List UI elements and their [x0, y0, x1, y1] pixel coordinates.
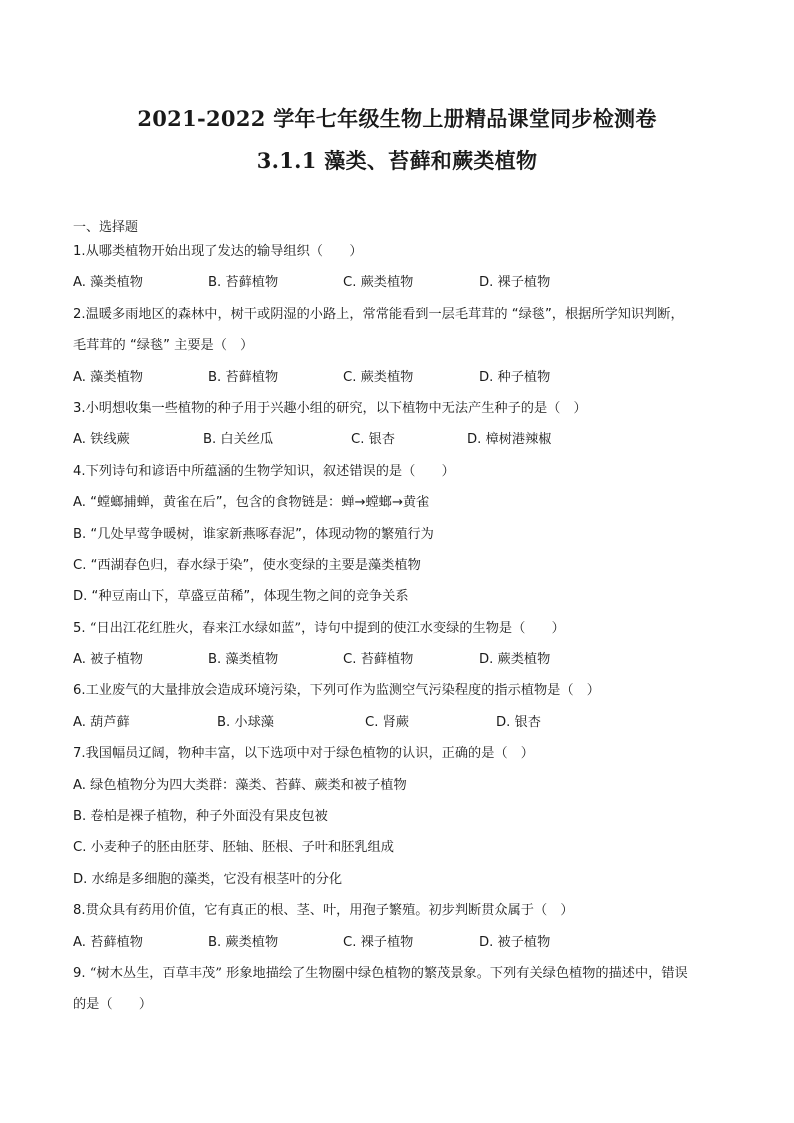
question-5-stem — [73, 613, 733, 644]
question-1-stem: 1.从哪类植物开始出现了发达的输导组织（ ） — [73, 244, 363, 259]
question-8-stem: 8.贯众具有药用价值，它有真正的根、茎、叶，用孢子繁殖。初步判断贯众属于（ ） — [73, 903, 574, 919]
question-7-option-c[interactable]: C. 小麦种子的胚由胚芽、胚轴、胚根、子叶和胚乳组成 — [73, 840, 394, 856]
option-c[interactable]: C. 蕨类植物 — [343, 275, 414, 291]
option-d[interactable]: D. 樟树港辣椒 — [467, 432, 552, 448]
question-2-stem-line-1: 2.温暖多雨地区的森林中，树干或阴湿的小路上，常常能看到一层毛茸茸的 “绿毯”，根据所学知识判断， — [73, 306, 684, 322]
option-c[interactable]: C. 蕨类植物 — [343, 369, 414, 385]
question-4-option-a[interactable]: A. “螳螂捕蝉，黄雀在后”，包含的食物链是：蝉→螳螂→黄雀 — [73, 495, 430, 511]
question-7-option-a[interactable]: A. 绿色植物分为四大类群：藻类、苔藓、蕨类和被子植物 — [73, 777, 407, 793]
question-8-options — [73, 927, 733, 958]
question-7-stem: 7.我国幅员辽阔，物种丰富，以下选项中对于绿色植物的认识，正确的是（ ） — [73, 746, 534, 762]
option-d[interactable]: D. 银杏 — [496, 714, 541, 730]
question-6-options — [73, 707, 733, 738]
option-a[interactable]: A. 藻类植物 — [73, 369, 143, 385]
document-subtitle: 3.1.1 藻类、苔藓和蕨类植物 — [256, 148, 538, 173]
option-c[interactable]: C. 银杏 — [351, 432, 395, 448]
option-b[interactable]: B. 白关丝瓜 — [203, 432, 274, 448]
question-3-options — [73, 424, 733, 455]
question-5-stem-text: ，诗句中提到的使江水变绿的生物是（ ） — [301, 620, 565, 636]
question-2-stem-line-2: 毛茸茸的 “绿毯” 主要是（ ） — [73, 338, 254, 354]
question-9-stem-line-2: 的是（ ） — [73, 997, 153, 1013]
question-5-number: 5. — [73, 620, 90, 636]
option-d[interactable]: D. 裸子植物 — [479, 275, 551, 291]
option-a[interactable]: A. 被子植物 — [73, 652, 143, 668]
document-title: 2021-2022 学年七年级生物上册精品课堂同步检测卷 — [137, 106, 657, 131]
option-d[interactable]: D. 被子植物 — [479, 934, 551, 950]
option-c[interactable]: C. 苔藓植物 — [343, 652, 414, 668]
question-4-option-d[interactable]: D. “种豆南山下，草盛豆苗稀”，体现生物之间的竞争关系 — [73, 589, 409, 605]
option-a[interactable]: A. 铁线蕨 — [73, 432, 130, 448]
question-9-number: 9. — [73, 965, 90, 981]
option-c[interactable]: C. 裸子植物 — [343, 934, 414, 950]
option-b[interactable]: B. 蕨类植物 — [208, 934, 279, 950]
question-4-stem: 4.下列诗句和谚语中所蕴涵的生物学知识，叙述错误的是（ ） — [73, 463, 455, 479]
option-a[interactable]: A. 苔藓植物 — [73, 934, 143, 950]
option-d[interactable]: D. 种子植物 — [479, 369, 551, 385]
question-5-poem-quote: “日出江花红胜火，春来江水绿如蓝” — [89, 620, 302, 636]
question-2-options — [73, 362, 733, 393]
question-9-stem-line-1 — [73, 958, 733, 989]
question-5-options — [73, 644, 733, 675]
option-b[interactable]: B. 苔藓植物 — [208, 369, 279, 385]
question-list — [73, 236, 733, 1021]
option-b[interactable]: B. 小球藻 — [217, 714, 274, 730]
option-c[interactable]: C. 肾蕨 — [365, 714, 409, 730]
question-9-stem-text: 形象地描绘了生物圈中绿色植物的繁茂景象。下列有关绿色植物的描述中，错误 — [221, 965, 688, 981]
question-4-option-b[interactable]: B. “几处早莺争暖树，谁家新燕啄春泥”，体现动物的繁殖行为 — [73, 526, 434, 542]
section-heading: 一、选择题 — [73, 220, 139, 235]
option-d[interactable]: D. 蕨类植物 — [479, 652, 551, 668]
option-b[interactable]: B. 藻类植物 — [208, 652, 279, 668]
question-6-stem: 6.工业废气的大量排放会造成环境污染，下列可作为监测空气污染程度的指示植物是（ ） — [73, 683, 600, 699]
question-4-option-c[interactable]: C. “西湖春色归，春水绿于染”，使水变绿的主要是藻类植物 — [73, 557, 421, 573]
question-3-stem: 3.小明想收集一些植物的种子用于兴趣小组的研究，以下植物中无法产生种子的是（ ） — [73, 400, 587, 416]
option-a[interactable]: A. 葫芦藓 — [73, 714, 130, 730]
question-1-options — [73, 267, 733, 298]
question-9-quote: “树木丛生，百草丰茂” — [89, 965, 222, 981]
option-b[interactable]: B. 苔藓植物 — [208, 275, 279, 291]
question-7-option-b[interactable]: B. 卷柏是裸子植物，种子外面没有果皮包被 — [73, 809, 328, 825]
option-a[interactable]: A. 藻类植物 — [73, 275, 143, 291]
question-7-option-d[interactable]: D. 水绵是多细胞的藻类，它没有根茎叶的分化 — [73, 871, 343, 887]
